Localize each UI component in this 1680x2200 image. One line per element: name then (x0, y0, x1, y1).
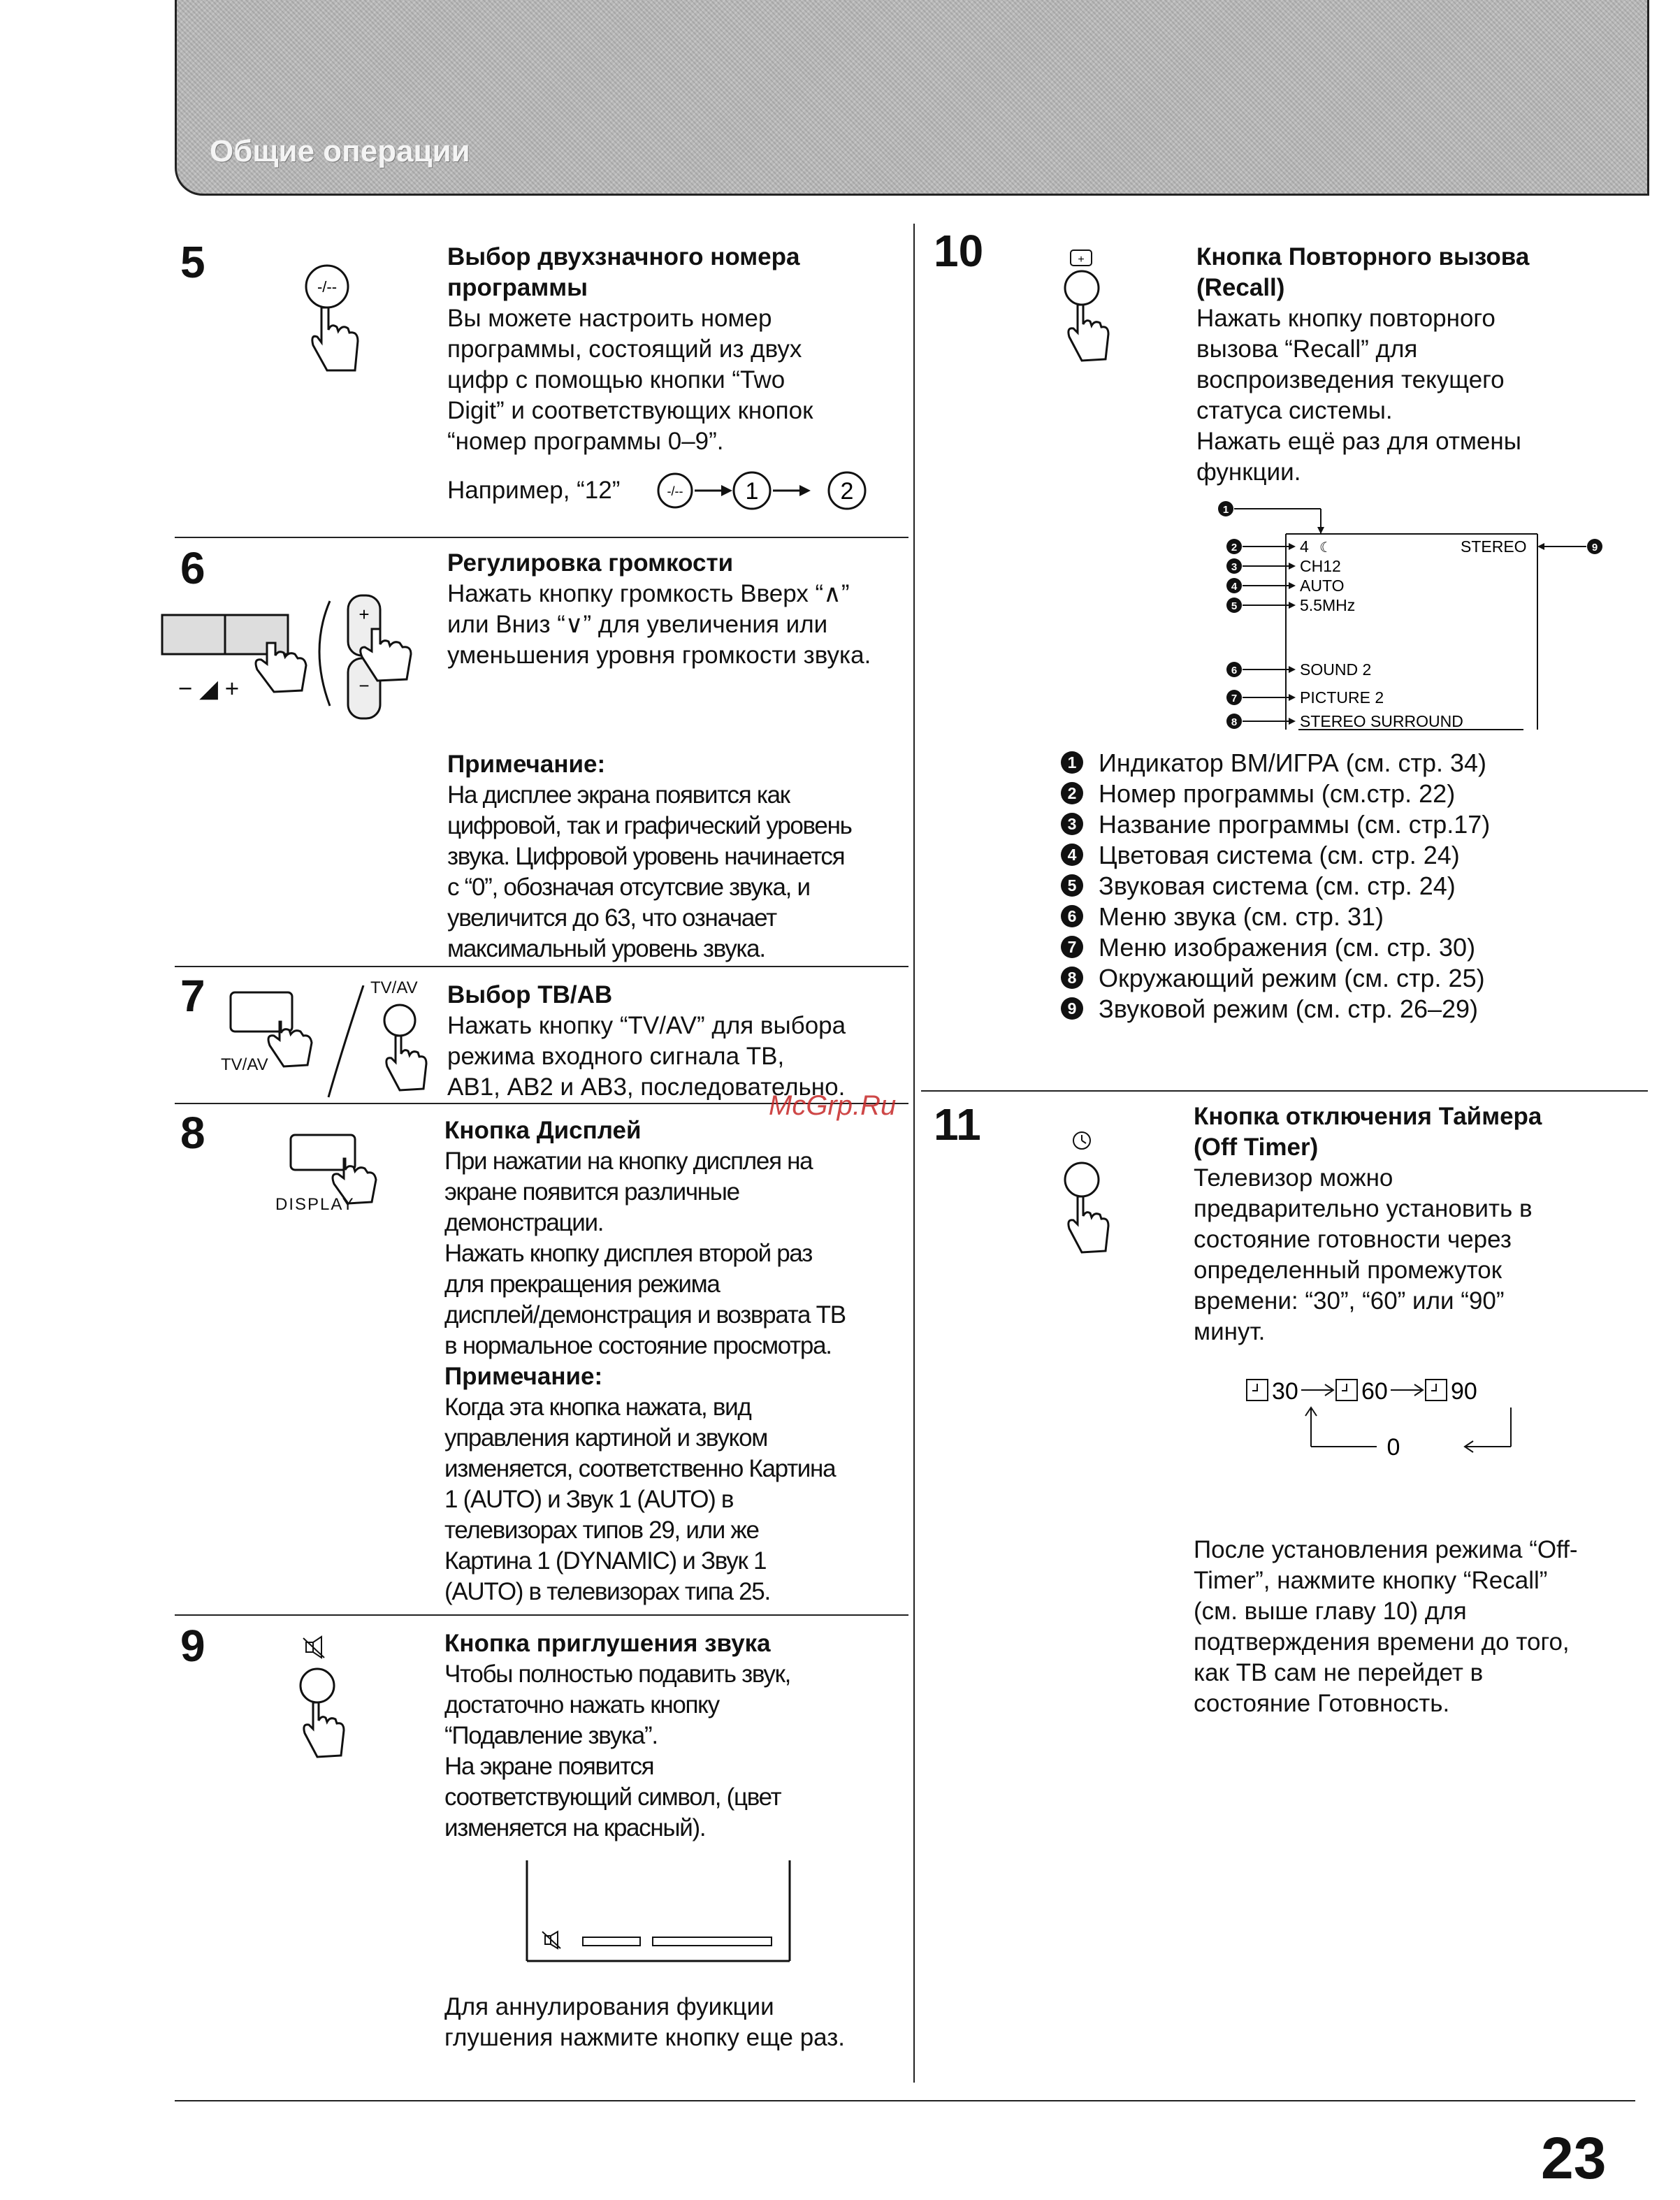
footer-rule (175, 2100, 1635, 2101)
mute-screen-diagram (524, 1859, 797, 1964)
section-7-title: Выбор ТВ/АВ (447, 981, 613, 1008)
legend-item: 4 Цветовая система (см. стр. 24) (1061, 840, 1490, 871)
two-digit-button-icon (294, 259, 377, 377)
osd-sound-menu: SOUND 2 (1300, 660, 1372, 679)
section-6-note-title: Примечание: (447, 751, 606, 778)
svg-text:9: 9 (1591, 542, 1598, 553)
divider-6-7 (175, 966, 908, 967)
svg-text:+: + (359, 604, 370, 625)
example-text: Например, “12” (447, 477, 621, 504)
svg-text:-/--: -/-- (667, 484, 683, 498)
section-number-8: 8 (180, 1108, 205, 1158)
osd-channel-name: CH12 (1300, 557, 1341, 575)
off-timer-button-icon (1055, 1128, 1139, 1261)
section-11-title: Кнопка отключения Таймера (Off Timer) (1194, 1103, 1542, 1161)
game-mode-icon: ☾ (1319, 540, 1332, 556)
off-timer-cycle-diagram (1237, 1370, 1530, 1475)
svg-text:7: 7 (1231, 693, 1238, 704)
section-5-title: Выбор двухзначного номера программы (447, 243, 800, 301)
section-10-body: Нажать кнопку повторного вызова “Recall” для воспроизведения текущего статуса системы. Нажать ещё раз для отмены функции. (1196, 305, 1521, 486)
legend-item: 2 Номер программы (см.стр. 22) (1061, 779, 1490, 809)
svg-text:2: 2 (1231, 542, 1238, 553)
legend-item: 7 Меню изображения (см. стр. 30) (1061, 932, 1490, 963)
section-8-body: При нажатии на кнопку дисплея на экране появится различные демонстрации. Нажать кнопку дисплея второй раз для прекращения режима дисплей/демонстрация и возврата ТВ в нормальное состояние просмотра. (444, 1148, 846, 1359)
section-number-7: 7 (180, 971, 205, 1021)
timer-90: 90 (1451, 1378, 1477, 1405)
section-9-footer: Для аннулирования фуикции глушения нажмите кнопку еще раз. (444, 1993, 846, 2051)
svg-text:6: 6 (1231, 665, 1238, 676)
mute-button-icon (294, 1635, 377, 1761)
osd-color-system: AUTO (1300, 577, 1345, 595)
recall-button-icon (1055, 245, 1139, 377)
osd-surround: STEREO SURROUND (1300, 712, 1463, 730)
section-number-6: 6 (180, 543, 205, 593)
recall-osd-diagram (1216, 498, 1607, 735)
legend-item: 3 Название программы (см. стр.17) (1061, 809, 1490, 840)
svg-text:5: 5 (1231, 600, 1238, 612)
osd-program-number: 4 (1300, 537, 1309, 556)
legend-item: 9 Звуковой режим (см. стр. 26–29) (1061, 994, 1490, 1025)
svg-text:4: 4 (1231, 581, 1238, 593)
example-key-2: 2 (840, 478, 854, 505)
tv-av-button-illustration (224, 985, 433, 1104)
svg-text:8: 8 (1231, 716, 1238, 728)
timer-60: 60 (1361, 1378, 1388, 1405)
two-digit-symbol: -/-- (317, 278, 338, 296)
column-divider (913, 224, 915, 2083)
section-10-title: Кнопка Повторного вызова (Recall) (1196, 243, 1530, 301)
section-8-title: Кнопка Дисплей (444, 1117, 642, 1144)
section-11-footer: После установления режима “Off- Timer”, нажмите кнопку “Recall” (см. выше главу 10) для подтверждения времени до того, как ТВ сам не перейдет в состояние Готовность. (1194, 1536, 1578, 1717)
section-6-title: Регулировка громкости (447, 549, 734, 577)
section-8-note-body: Когда эта кнопка нажата, вид управления картиной и звуком изменяется, соответственно Картина 1 (AUTO) и Звук 1 (AUTO) в телевизорах типов 29, или же Картина 1 (DYNAMIC) и Звук 1 (AUTO) в телевизорах типа 25. (444, 1394, 836, 1605)
timer-0: 0 (1386, 1434, 1400, 1461)
watermark: McGrp.Ru (769, 1090, 897, 1121)
divider-5-6 (175, 537, 908, 538)
section-11-body: Телевизор можно предварительно установить в состояние готовности через определенный промежуток времени: “30”, “60” или “90” минут. (1194, 1164, 1533, 1345)
tv-av-label-right: TV/AV (370, 978, 418, 997)
section-8-note-title: Примечание: (444, 1363, 603, 1390)
osd-stereo: STEREO (1461, 537, 1527, 556)
svg-text:1: 1 (1222, 504, 1229, 516)
legend-item: 6 Меню звука (см. стр. 31) (1061, 902, 1490, 932)
legend-item: 8 Окружающий режим (см. стр. 25) (1061, 963, 1490, 994)
page-title: Общие операции (210, 134, 470, 168)
example-sequence (654, 467, 878, 516)
divider-8-9 (175, 1614, 908, 1616)
divider-10-11 (921, 1090, 1648, 1092)
osd-sound-system: 5.5MHz (1300, 596, 1356, 614)
section-5-body: Вы можете настроить номер программы, состоящий из двух цифр с помощью кнопки “Two Digit” и соответствующих кнопок “номер программы 0–9”. (447, 305, 813, 455)
osd-legend (1061, 748, 1490, 1025)
section-9-body: Чтобы полностью подавить звук, достаточно нажать кнопку “Подавление звука”. На экране появится соответствующий символ, (цвет изменяется на красный). (444, 1660, 791, 1841)
display-label: DISPLAY (275, 1195, 355, 1214)
section-9-title: Кнопка приглушения звука (444, 1630, 771, 1657)
example-key-1: 1 (745, 478, 759, 505)
svg-text:3: 3 (1231, 561, 1238, 573)
volume-label: − ◢ + (178, 675, 240, 702)
section-number-10: 10 (934, 226, 984, 276)
tv-av-label-left: TV/AV (221, 1055, 268, 1074)
section-number-9: 9 (180, 1621, 205, 1671)
legend-item: 1 Индикатор ВМ/ИГРА (см. стр. 34) (1061, 748, 1490, 779)
section-6-body: Нажать кнопку громкость Вверх “∧” или Вниз “∨” для увеличения или уменьшения уровня громкости звука. (447, 580, 871, 669)
svg-text:−: − (359, 675, 370, 696)
page-number: 23 (1541, 2125, 1607, 2191)
osd-picture-menu: PICTURE 2 (1300, 688, 1384, 707)
section-number-5: 5 (180, 237, 205, 287)
section-6-note-body: На дисплее экрана появится как цифровой, так и графический уровень звука. Цифровой уровень начинается с “0”, обозначая отсутсвие звука, и увеличится до 63, что означает максимальный уровень звука. (447, 781, 852, 962)
section-number-11: 11 (934, 1099, 981, 1150)
section-7-body: Нажать кнопку “TV/AV” для выбора режима входного сигнала ТВ, АВ1, АВ2 и АВ3, последовательно. (447, 1012, 846, 1101)
svg-text:+: + (1078, 254, 1085, 266)
timer-30: 30 (1272, 1378, 1298, 1405)
legend-item: 5 Звуковая система (см. стр. 24) (1061, 871, 1490, 902)
